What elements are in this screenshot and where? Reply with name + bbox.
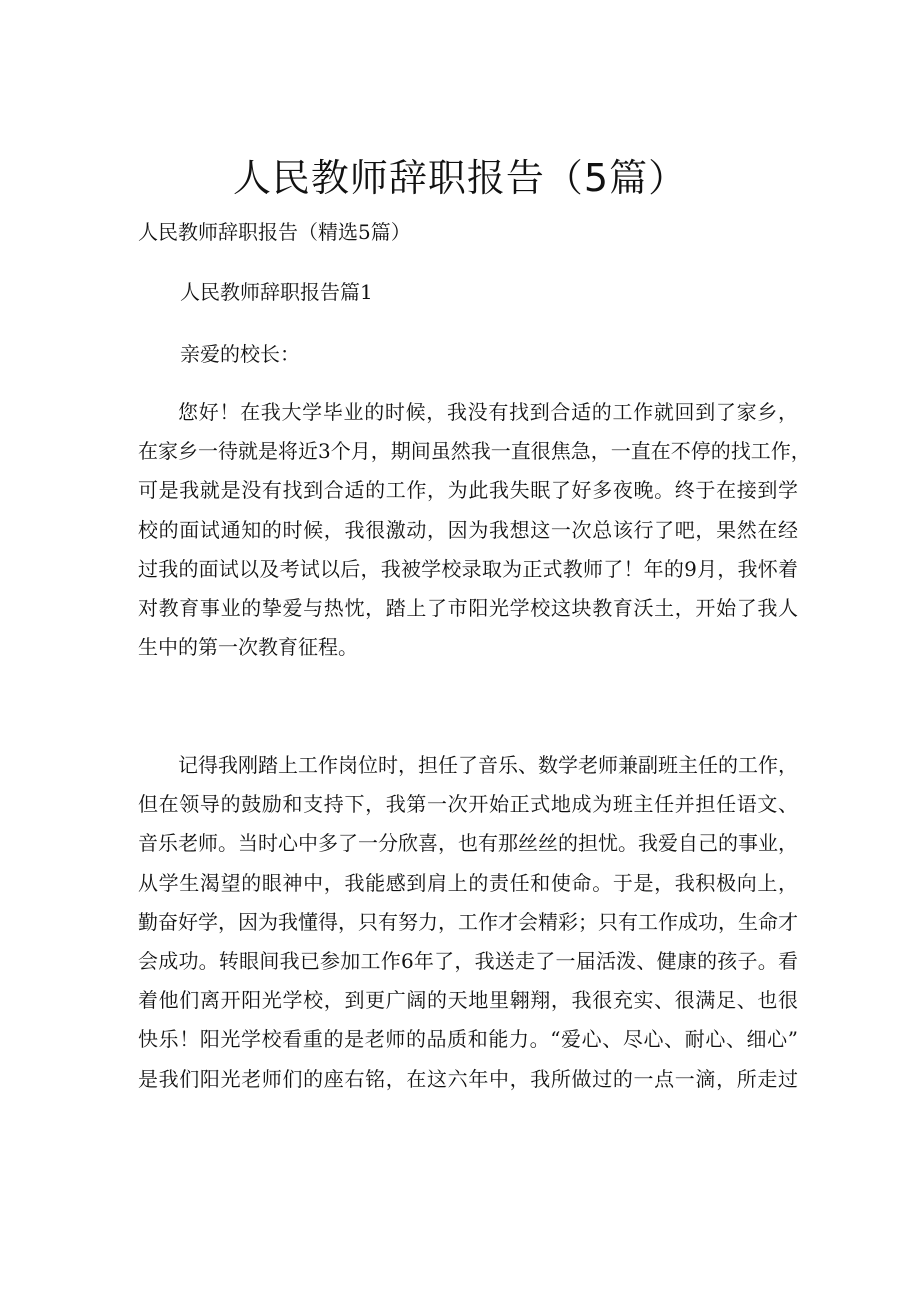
document-subtitle: 人民教师辞职报告（精选5篇）	[138, 220, 411, 244]
salutation: 亲爱的校长：	[180, 342, 300, 366]
body-paragraph-2	[138, 746, 798, 1099]
paragraph-line: 是我们阳光老师们的座右铭，在这六年中，我所做过的一点一滴，所走过	[138, 1066, 798, 1091]
paragraph-line: 过我的面试以及考试以后，我被学校录取为正式教师了！年的9月，我怀着	[138, 556, 798, 581]
paragraph-line: 但在领导的鼓励和支持下，我第一次开始正式地成为班主任并担任语文、	[138, 792, 798, 817]
paragraph-line: 音乐老师。当时心中多了一分欣喜，也有那丝丝的担忧。我爱自己的事业，	[138, 831, 798, 856]
paragraph-line: 快乐！阳光学校看重的是老师的品质和能力。“爱心、尽心、耐心、细心”	[138, 1027, 798, 1052]
paragraph-line: 着他们离开阳光学校，到更广阔的天地里翱翔，我很充实、很满足、也很	[138, 988, 798, 1013]
paragraph-line: 记得我刚踏上工作岗位时，担任了音乐、数学老师兼副班主任的工作，	[178, 753, 798, 777]
paragraph-line: 勤奋好学，因为我懂得，只有努力，工作才会精彩；只有工作成功，生命才	[138, 909, 798, 934]
paragraph-line: 可是我就是没有找到合适的工作，为此我失眠了好多夜晚。终于在接到学	[138, 478, 798, 503]
paragraph-line: 从学生渴望的眼神中，我能感到肩上的责任和使命。于是，我积极向上，	[138, 870, 798, 895]
document-title: 人民教师辞职报告（5篇）	[232, 156, 688, 200]
paragraph-line: 对教育事业的挚爱与热忱，踏上了市阳光学校这块教育沃土，开始了我人	[138, 595, 798, 620]
paragraph-line: 您好！在我大学毕业的时候，我没有找到合适的工作就回到了家乡，	[178, 400, 798, 424]
section-heading: 人民教师辞职报告篇1	[180, 280, 373, 304]
paragraph-line: 在家乡一待就是将近3个月，期间虽然我一直很焦急，一直在不停的找工作，	[138, 439, 811, 464]
paragraph-line: 校的面试通知的时候，我很激动，因为我想这一次总该行了吧，果然在经	[138, 517, 798, 542]
body-paragraph-1	[138, 393, 811, 667]
paragraph-line: 会成功。转眼间我已参加工作6年了，我送走了一届活泼、健康的孩子。看	[138, 948, 798, 973]
paragraph-line: 生中的第一次教育征程。	[138, 635, 358, 660]
